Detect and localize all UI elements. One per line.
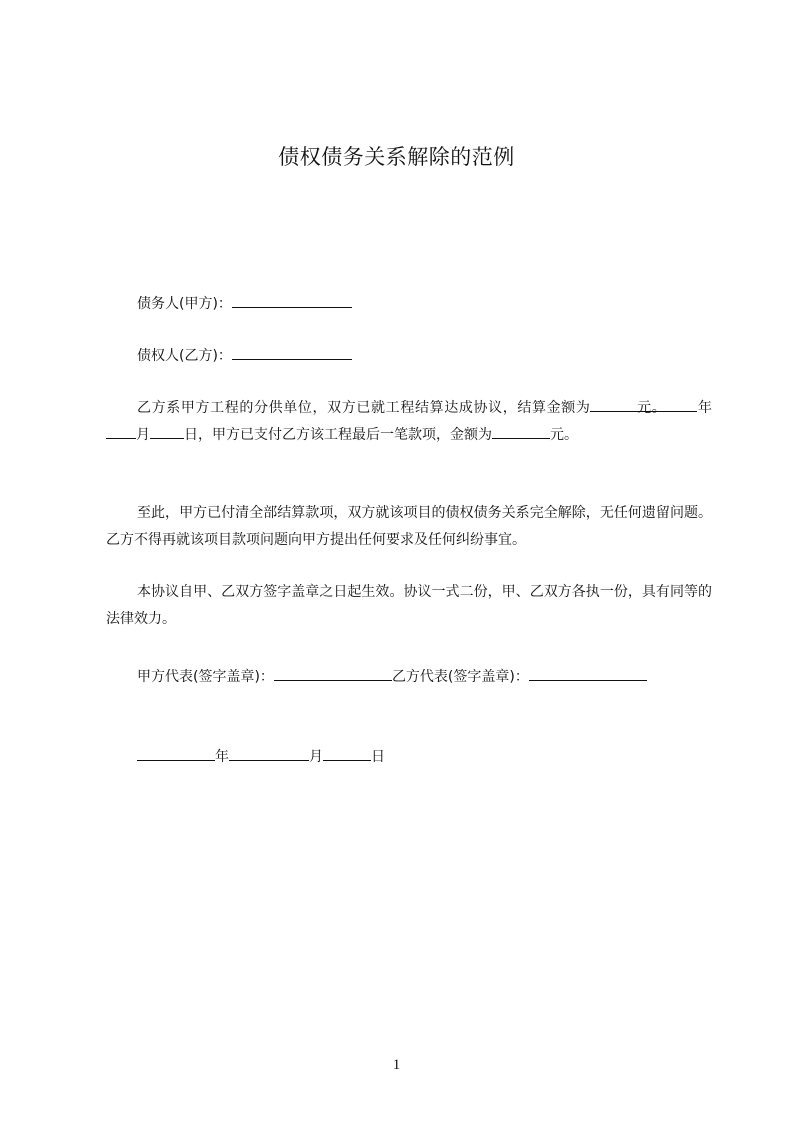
payment-year-blank[interactable] <box>635 396 697 412</box>
date-year-blank[interactable] <box>137 745 215 761</box>
debtor-label: 债务人(甲方)： <box>137 296 232 312</box>
debtor-blank[interactable] <box>232 292 352 308</box>
party-b-signature-blank[interactable] <box>529 665 647 681</box>
payment-unit: 元。 <box>550 427 578 443</box>
paragraph-effect: 本协议自甲、乙双方签字盖章之日起生效。协议一式二份，甲、乙双方各执一份，具有同等的法律效力。 <box>106 584 712 627</box>
settlement-amount-blank[interactable] <box>590 396 636 412</box>
paragraph-release: 至此，甲方已付清全部结算款项，双方就该项目的债权债务关系完全解除，无任何遗留问题。乙方不得再就该项目款项问题向甲方提出任何要求及任何纠纷事宜。 <box>106 505 712 548</box>
date-month-blank[interactable] <box>229 745 309 761</box>
payment-text: ，甲方已支付乙方该工程最后一笔款项，金额为 <box>198 427 492 443</box>
payment-month-blank[interactable] <box>106 423 136 439</box>
date-day-label: 日 <box>371 749 385 765</box>
party-a-signature-blank[interactable] <box>274 665 392 681</box>
party-a-signature-label: 甲方代表(签字盖章)： <box>137 669 274 685</box>
payment-amount-blank[interactable] <box>492 423 550 439</box>
creditor-blank[interactable] <box>232 344 352 360</box>
date-month-label: 月 <box>309 749 323 765</box>
settlement-text: 乙方系甲方工程的分供单位，双方已就工程结算达成协议，结算金额为 <box>137 400 591 416</box>
creditor-label: 债权人(乙方)： <box>137 348 232 364</box>
document-title: 债权债务关系解除的范例 <box>278 145 515 169</box>
party-b-signature-label: 乙方代表(签字盖章)： <box>391 669 529 685</box>
creditor-line <box>137 344 352 366</box>
debtor-line <box>137 292 352 314</box>
date-year-label: 年 <box>215 749 229 765</box>
payment-year-label: 年 <box>697 400 713 416</box>
date-line <box>137 745 385 767</box>
date-day-blank[interactable] <box>323 745 371 761</box>
payment-month-label: 月 <box>136 427 150 443</box>
page-number: 1 <box>392 1057 401 1073</box>
settlement-unit: 元。 <box>636 400 667 416</box>
payment-day-blank[interactable] <box>150 423 184 439</box>
signature-line <box>137 665 647 687</box>
paragraph-settlement <box>106 395 712 449</box>
payment-day-label: 日 <box>184 427 198 443</box>
